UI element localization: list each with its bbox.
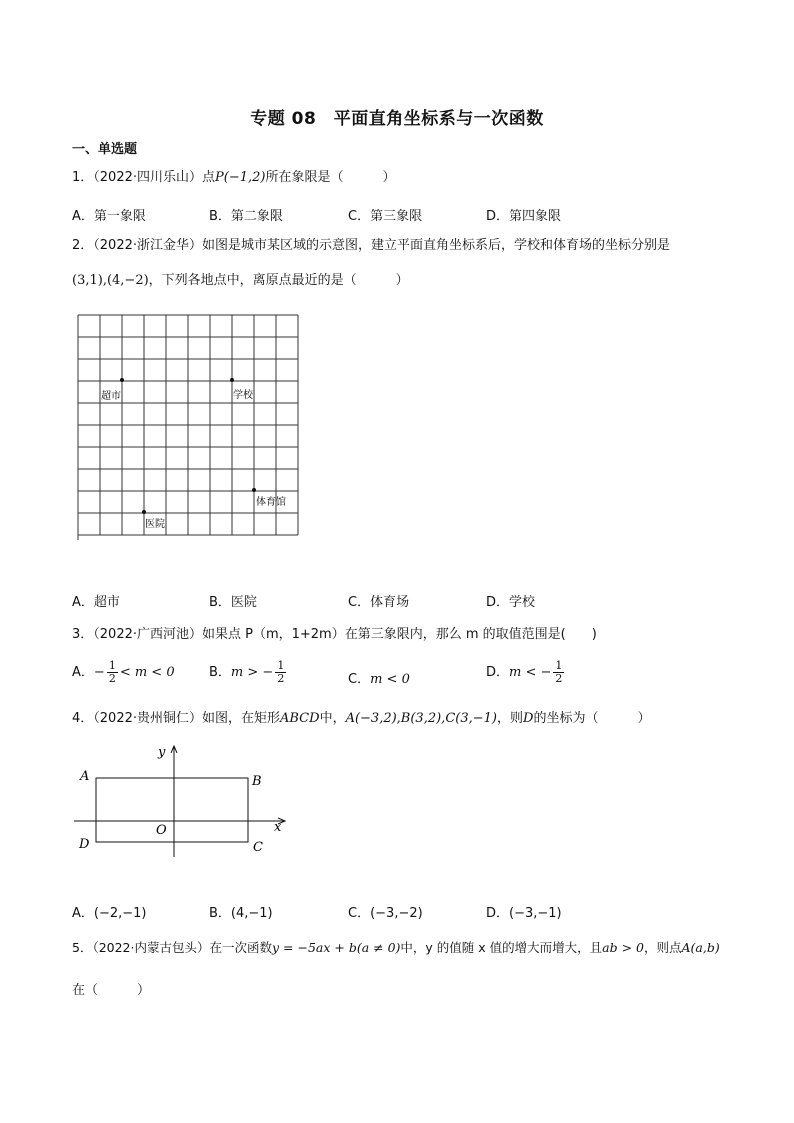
question-3: 3．（2022·广西河池）如果点 P（m，1+2m）在第三象限内，那么 m 的取值范围是( ) bbox=[72, 627, 597, 642]
q3-a-tail: < m < 0 bbox=[119, 665, 175, 680]
q3-b-prefix: B． bbox=[209, 665, 231, 680]
q3-b-fraction bbox=[275, 660, 286, 685]
q3-a-den: 2 bbox=[108, 672, 116, 685]
q1-option-a: A．第一象限 bbox=[72, 209, 146, 224]
q3-d-den: 2 bbox=[555, 672, 563, 685]
q3-option-b bbox=[209, 660, 288, 685]
supermarket-point bbox=[120, 378, 124, 382]
label-d: D bbox=[79, 837, 90, 852]
q3-c-math: m < 0 bbox=[370, 672, 410, 687]
rectangle-figure bbox=[70, 742, 300, 864]
question-5-line1 bbox=[72, 939, 720, 957]
label-x-axis: x bbox=[274, 820, 282, 835]
q4-stem-tail: ，则 bbox=[496, 711, 523, 726]
q2-option-d: D．学校 bbox=[486, 595, 536, 610]
q1-option-b: B．第二象限 bbox=[209, 209, 283, 224]
label-c: C bbox=[253, 840, 263, 855]
q3-d-num: 1 bbox=[555, 659, 563, 672]
hospital-label: 医院 bbox=[145, 519, 165, 530]
q4-option-c: C．(−3,−2) bbox=[348, 906, 423, 921]
q2-coords: (3,1),(4,−2) bbox=[72, 273, 149, 288]
q5-function: y = −5ax + b(a ≠ 0) bbox=[272, 940, 401, 955]
q4-d: D bbox=[523, 711, 534, 726]
rectangle-abcd bbox=[96, 778, 248, 842]
q3-b-head: m > − bbox=[230, 665, 274, 680]
school-label: 学校 bbox=[233, 390, 253, 401]
q1-stem-head: 1．（2022·四川乐山）点 bbox=[72, 170, 215, 185]
q4-stem-mid: 中， bbox=[319, 711, 346, 726]
q1-option-c: C．第三象限 bbox=[348, 209, 423, 224]
q4-option-d: D．(−3,−1) bbox=[486, 906, 562, 921]
q4-option-b: B．(4,−1) bbox=[209, 906, 273, 921]
question-4 bbox=[72, 710, 650, 728]
question-2-line1: 2．（2022·浙江金华）如图是城市某区域的示意图，建立平面直角坐标系后，学校和体育场的坐标分别是 bbox=[72, 238, 670, 253]
stadium-label: 体育馆 bbox=[256, 497, 286, 508]
q5-stem-head: 5．（2022·内蒙古包头）在一次函数 bbox=[72, 940, 272, 955]
city-grid-map bbox=[70, 310, 310, 540]
q4-option-a: A．(−2,−1) bbox=[72, 906, 147, 921]
q3-option-d bbox=[486, 660, 566, 685]
stadium-point bbox=[252, 488, 256, 492]
q3-a-fraction bbox=[107, 660, 118, 685]
q5-stem-mid: 中，y 的值随 x 值的增大而增大，且 bbox=[400, 940, 603, 955]
q4-stem-head: 4．（2022·贵州铜仁）如图，在矩形 bbox=[72, 711, 280, 726]
q4-stem-end: 的坐标为（ ） bbox=[533, 711, 651, 726]
q3-a-num: 1 bbox=[108, 659, 116, 672]
q2-option-c: C．体育场 bbox=[348, 595, 410, 610]
label-a: A bbox=[80, 769, 90, 784]
page-title: 专题 08 平面直角坐标系与一次函数 bbox=[250, 109, 544, 129]
q3-d-fraction bbox=[553, 660, 564, 685]
supermarket-label: 超市 bbox=[101, 391, 121, 402]
q3-d-prefix: D． bbox=[486, 665, 510, 680]
hospital-point bbox=[142, 510, 146, 514]
question-1 bbox=[72, 169, 395, 187]
q3-d-head: m < − bbox=[509, 665, 552, 680]
q3-b-num: 1 bbox=[277, 659, 285, 672]
q4-rect: ABCD bbox=[280, 711, 320, 726]
section-heading: 一、单选题 bbox=[72, 142, 138, 157]
question-5-line2: 在（ ） bbox=[72, 983, 151, 998]
q3-c-prefix: C． bbox=[348, 672, 371, 687]
label-origin: O bbox=[156, 823, 167, 838]
q5-condition: ab > 0 bbox=[602, 940, 644, 955]
q4-points: A(−3,2),B(3,2),C(3,−1) bbox=[345, 711, 497, 726]
question-2-line2 bbox=[72, 272, 409, 290]
q3-option-c bbox=[348, 668, 410, 687]
q3-a-minus: − bbox=[93, 665, 105, 680]
q5-point: A(a,b) bbox=[681, 940, 720, 955]
q1-option-d: D．第四象限 bbox=[486, 209, 562, 224]
q3-b-den: 2 bbox=[277, 672, 285, 685]
q2-line2-tail: ，下列各地点中，离原点最近的是（ ） bbox=[148, 273, 409, 288]
q1-stem-tail: 所在象限是（ ） bbox=[265, 170, 396, 185]
q2-option-a: A．超市 bbox=[72, 595, 120, 610]
q5-stem-tail: ，则点 bbox=[643, 940, 682, 955]
q3-option-a bbox=[72, 660, 175, 685]
q1-point: P(−1,2) bbox=[215, 170, 266, 185]
q3-a-prefix: A． bbox=[72, 665, 94, 680]
school-point bbox=[230, 378, 234, 382]
label-b: B bbox=[252, 774, 262, 789]
q2-option-b: B．医院 bbox=[209, 595, 257, 610]
label-y-axis: y bbox=[158, 745, 166, 760]
